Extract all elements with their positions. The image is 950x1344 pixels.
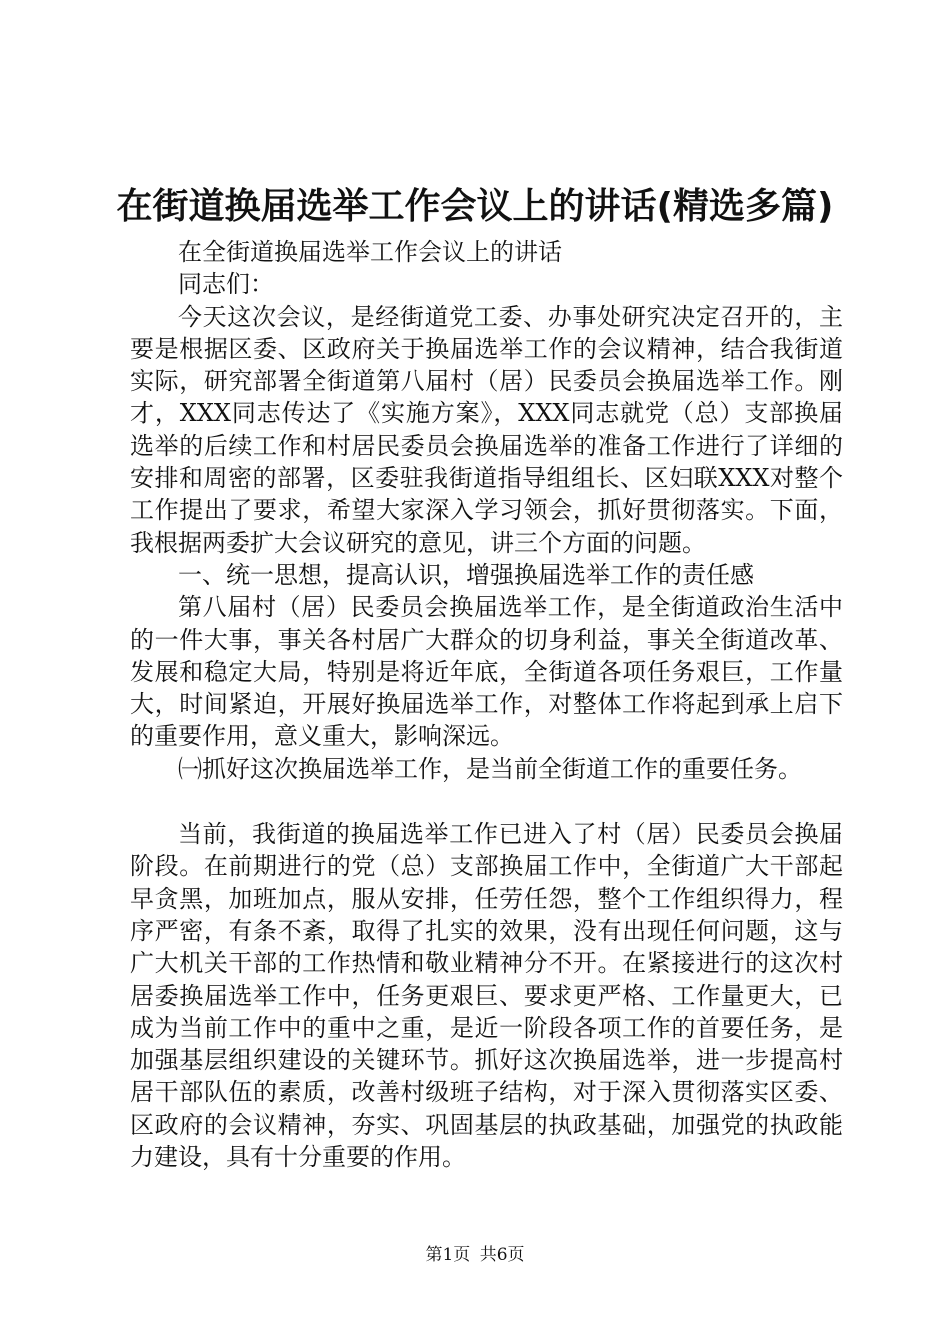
page-number: 第1页 bbox=[425, 1245, 471, 1265]
page-footer bbox=[0, 1244, 950, 1266]
salutation-paragraph: 同志们： bbox=[178, 270, 274, 299]
subsection-heading: ㈠抓好这次换届选举工作，是当前全街道工作的重要任务。 bbox=[178, 754, 802, 783]
body-paragraph: 当前，我街道的换届选举工作已进入了村（居）民委员会换届阶段。在前期进行的党（总）支部换届工作中，全街道广大干部起早贪黑，加班加点，服从安排，任劳任怨，整个工作组织得力，程序严密，有条不紊，取得了扎实的效果，没有出现任何问题，这与广大机关干部的工作热情和敬业精神分不开。在紧接进行的这次村居委换届选举工作中，任务更艰巨、要求更严格、工作量更大，已成为当前工作中的重中之重，是近一阶段各项工作的首要任务，是加强基层组织建设的关键环节。抓好这次换届选举，进一步提高村居干部队伍的素质，改善村级班子结构，对于深入贯彻落实区委、区政府的会议精神，夯实、巩固基层的执政基础，加强党的执政能力建设，具有十分重要的作用。 bbox=[130, 820, 843, 1172]
body-paragraph: 第八届村（居）民委员会换届选举工作，是全街道政治生活中的一件大事，事关各村居广大群众的切身利益，事关全街道改革、发展和稳定大局，特别是将近年底，全街道各项任务艰巨，工作量大，时间紧迫，开展好换届选举工作，对整体工作将起到承上启下的重要作用，意义重大，影响深远。 bbox=[130, 593, 843, 751]
section-heading: 一、统一思想，提高认识，增强换届选举工作的责任感 bbox=[178, 560, 754, 589]
document-body bbox=[130, 236, 843, 1173]
page-total: 共6页 bbox=[479, 1245, 525, 1265]
document-title: 在街道换届选举工作会议上的讲话(精选多篇) bbox=[116, 186, 834, 227]
body-paragraph: 今天这次会议，是经街道党工委、办事处研究决定召开的，主要是根据区委、区政府关于换届选举工作的会议精神，结合我街道实际，研究部署全街道第八届村（居）民委员会换届选举工作。刚才，XXX同志传达了《实施方案》，XXX同志就党（总）支部换届选举的后续工作和村居民委员会换届选举的准备工作进行了详细的安排和周密的部署，区委驻我街道指导组组长、区妇联XXX对整个工作提出了要求，希望大家深入学习领会，抓好贯彻落实。下面，我根据两委扩大会议研究的意见，讲三个方面的问题。 bbox=[130, 302, 843, 557]
subtitle-paragraph: 在全街道换届选举工作会议上的讲话 bbox=[178, 238, 562, 266]
